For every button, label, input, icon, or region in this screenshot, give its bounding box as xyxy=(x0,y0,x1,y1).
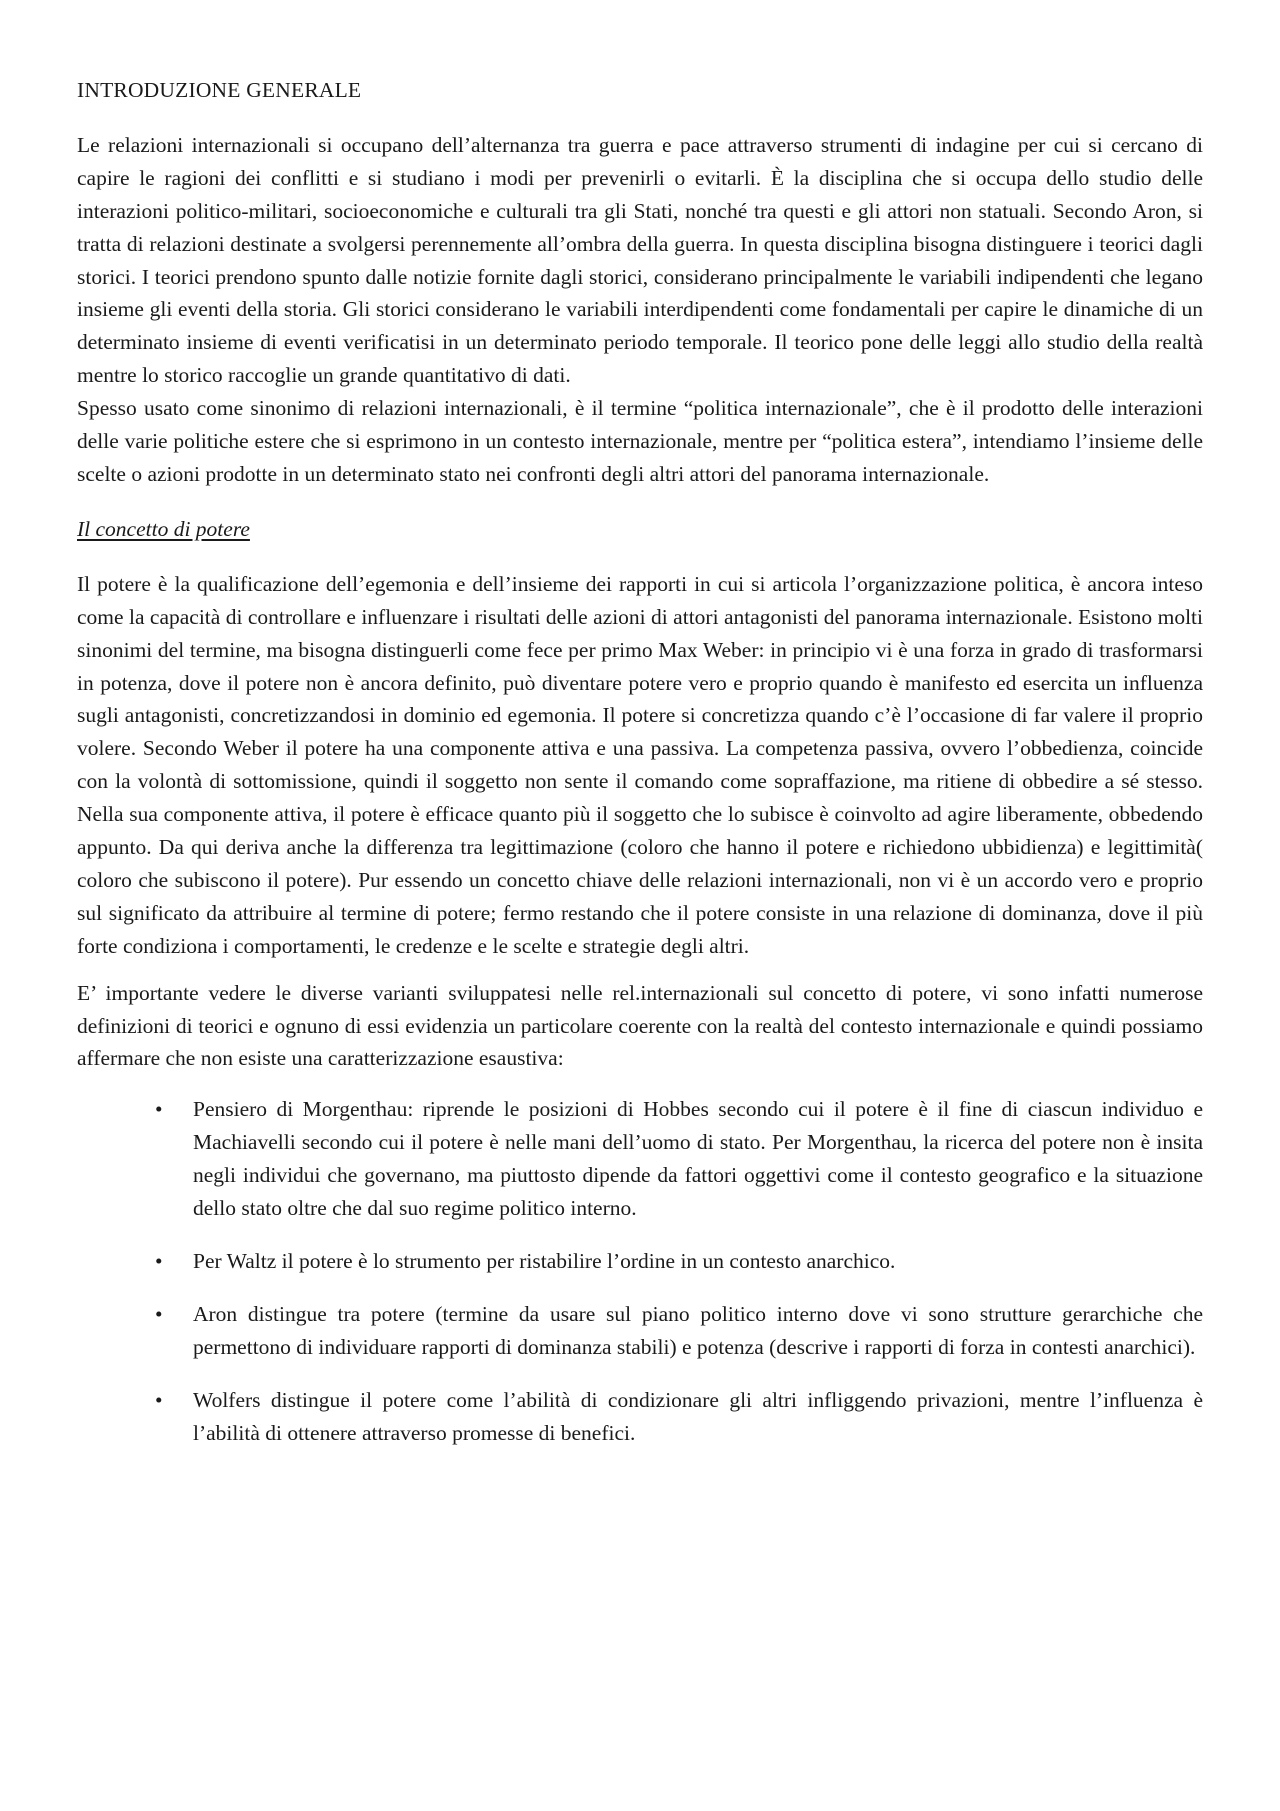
list-item-text: Pensiero di Morgenthau: riprende le posizioni di Hobbes secondo cui il potere è il fine di ciascun individuo e Machiavelli secondo cui il potere è nelle mani dell’uomo di stato. Per Morgenthau, la ricerca del potere non è insita negli individui che governano, ma piuttosto dipende da fattori oggettivi come il contesto geografico e la situazione dello stato oltre che dal suo regime politico interno. xyxy=(193,1097,1203,1221)
list-item xyxy=(77,1384,1203,1450)
bullet-icon: • xyxy=(155,1387,163,1412)
section-heading: Il concetto di potere xyxy=(77,516,250,541)
list-item-text: Wolfers distingue il potere come l’abilità di condizionare gli altri infliggendo privazioni, mentre l’influenza è l’abilità di ottenere attraverso promesse di benefici. xyxy=(193,1387,1203,1445)
list-item xyxy=(77,1093,1203,1225)
bullet-icon: • xyxy=(155,1249,163,1273)
bullet-icon: • xyxy=(155,1301,163,1326)
intro-paragraph-1: Le relazioni internazionali si occupano dell’alternanza tra guerra e pace attraverso strumenti di indagine per cui si cercano di capire le ragioni dei conflitti e si studiano i modi per prevenirli o evitarli. È la disciplina che si occupa dello studio delle interazioni politico-militari, socioeconomiche e culturali tra gli Stati, nonché tra questi e gli attori non statuali. Secondo Aron, si tratta di relazioni destinate a svolgersi perennemente all’ombra della guerra. In questa disciplina bisogna distinguere i teorici dagli storici. I teorici prendono spunto dalle notizie fornite dagli storici, considerano principalmente le variabili indipendenti che legano insieme gli eventi della storia. Gli storici considerano le variabili interdipendenti come fondamentali per capire le dinamiche di un determinato insieme di eventi verificatisi in un determinato periodo temporale. Il teorico pone delle leggi allo studio della realtà mentre lo storico raccoglie un grande quantitativo di dati. xyxy=(77,132,1203,388)
intro-paragraph-2: Spesso usato come sinonimo di relazioni internazionali, è il termine “politica internazionale”, che è il prodotto delle interazioni delle varie politiche estere che si esprimono in un contesto internazionale, mentre per “politica estera”, intendiamo l’insieme delle scelte o azioni prodotte in un determinato stato nei confronti degli altri attori del panorama internazionale. xyxy=(77,396,1203,486)
list-item-text: Aron distingue tra potere (termine da usare sul piano politico interno dove vi sono strutture gerarchiche che permettono di individuare rapporti di dominanza stabili) e potenza (descrive i rapporti di forza in contesti anarchici). xyxy=(193,1301,1203,1359)
document-title: INTRODUZIONE GENERALE xyxy=(77,78,362,102)
theorists-list xyxy=(77,1093,1203,1449)
list-item xyxy=(77,1298,1203,1364)
bullet-icon: • xyxy=(155,1097,163,1122)
list-item-text: Per Waltz il potere è lo strumento per ristabilire l’ordine in un contesto anarchico. xyxy=(193,1249,896,1273)
power-paragraph-2: E’ importante vedere le diverse varianti sviluppatesi nelle rel.internazionali sul concetto di potere, vi sono infatti numerose definizioni di teorici e ognuno di essi evidenzia un particolare coerente con la realtà del contesto internazionale e quindi possiamo affermare che non esiste una caratterizzazione esaustiva: xyxy=(77,980,1203,1071)
list-item xyxy=(77,1245,1203,1278)
power-paragraph-1: Il potere è la qualificazione dell’egemonia e dell’insieme dei rapporti in cui si articola l’organizzazione politica, è ancora inteso come la capacità di controllare e influenzare i risultati delle azioni di attori antagonisti del panorama internazionale. Esistono molti sinonimi del termine, ma bisogna distinguerli come fece per primo Max Weber: in principio vi è una forza in grado di trasformarsi in potenza, dove il potere non è ancora definito, può diventare potere vero e proprio quando è manifesto ed esercita un influenza sugli antagonisti, concretizzandosi in dominio ed egemonia. Il potere si concretizza quando c’è l’occasione di far valere il proprio volere. Secondo Weber il potere ha una componente attiva e una passiva. La competenza passiva, ovvero l’obbedienza, coincide con la volontà di sottomissione, quindi il soggetto non sente il comando come sopraffazione, ma ritiene di obbedire a sé stesso. Nella sua componente attiva, il potere è efficace quanto più il soggetto che lo subisce è coinvolto ad agire liberamente, obbedendo appunto. Da qui deriva anche la differenza tra legittimazione (coloro che hanno il potere e richiedono ubbidienza) e legittimità( coloro che subiscono il potere). Pur essendo un concetto chiave delle relazioni internazionali, non vi è un accordo vero e proprio sul significato da attribuire al termine di potere; fermo restando che il potere consiste in una relazione di dominanza, dove il più forte condiziona i comportamenti, le credenze e le scelte e strategie degli altri. xyxy=(77,571,1203,958)
